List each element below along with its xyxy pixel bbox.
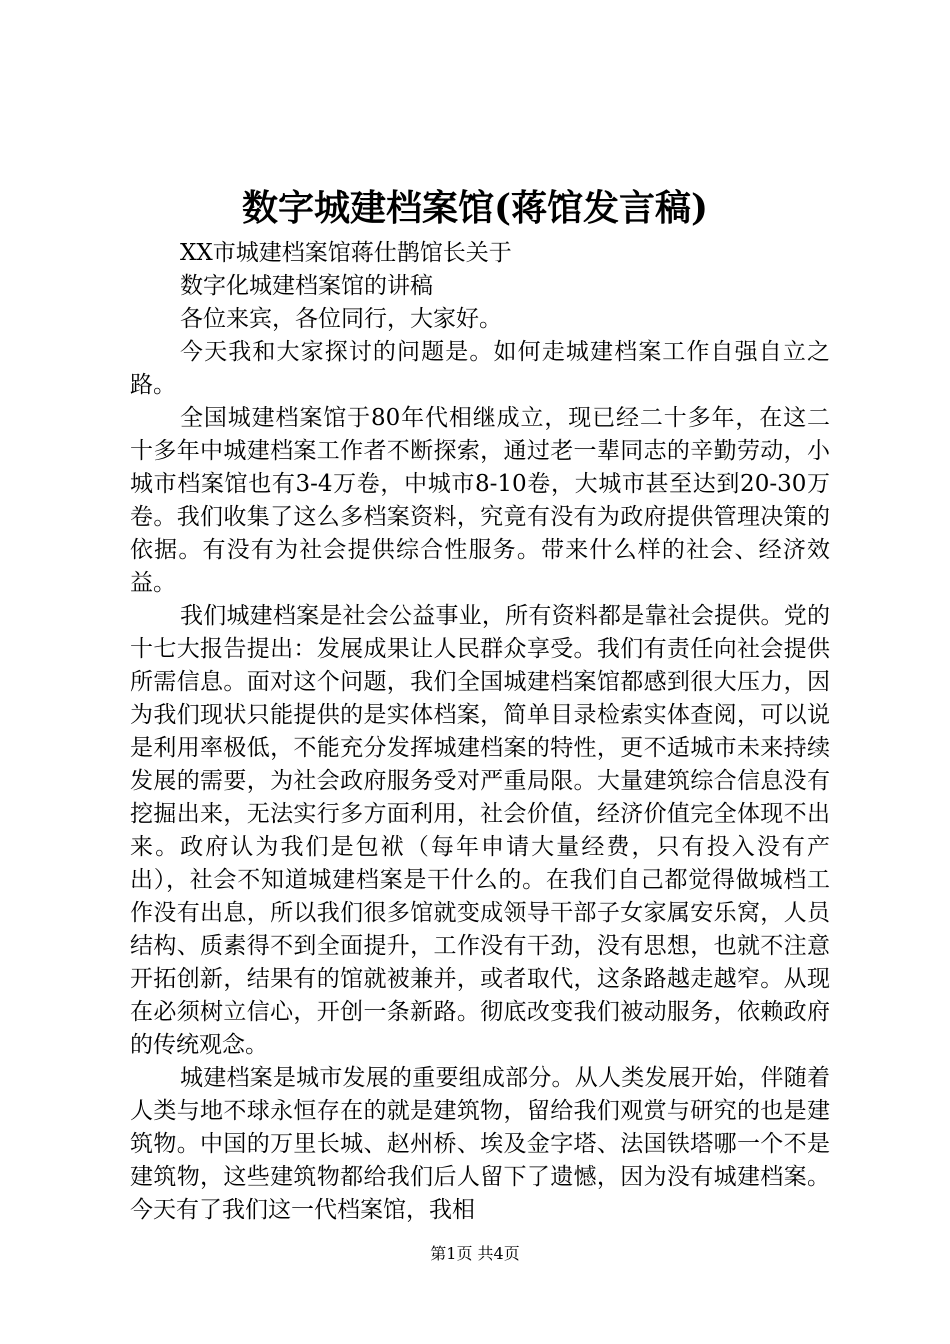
paragraph: XX市城建档案馆蒋仕鹊馆长关于	[180, 240, 512, 266]
paragraph: 全国城建档案馆于80年代相继成立，现已经二十多年，在这二十多年中城建档案工作者不断探索，通过老一辈同志的辛勤劳动，小城市档案馆也有3-4万卷，中城市8-10卷，大城市甚至达到20-30万卷。我们收集了这么多档案资料，究竟有没有为政府提供管理决策的依据。有没有为社会提供综合性服务。带来什么样的社会、经济效益。	[130, 405, 830, 596]
paragraph: 今天我和大家探讨的问题是。如何走城建档案工作自强自立之路。	[130, 339, 830, 398]
paragraph: 数字化城建档案馆的讲稿	[180, 273, 433, 299]
paragraph: 各位来宾，各位同行，大家好。	[180, 306, 502, 332]
document-title: 数字城建档案馆(蒋馆发言稿)	[241, 187, 709, 229]
paragraph: 我们城建档案是社会公益事业，所有资料都是靠社会提供。党的十七大报告提出：发展成果让人民群众享受。我们有责任向社会提供所需信息。面对这个问题，我们全国城建档案馆都感到很大压力，因为我们现状只能提供的是实体档案，简单目录检索实体查阅，可以说是利用率极低，不能充分发挥城建档案的特性，更不适城市未来持续发展的需要，为社会政府服务受对严重局限。大量建筑综合信息没有挖掘出来，无法实行多方面利用，社会价值，经济价值完全体现不出来。政府认为我们是包袱（每年申请大量经费，只有投入没有产出），社会不知道城建档案是干什么的。在我们自己都觉得做城档工作没有出息，所以我们很多馆就变成领导干部子女家属安乐窝，人员结构、质素得不到全面提升，工作没有干劲，没有思想，也就不注意开拓创新，结果有的馆就被兼并，或者取代，这条路越走越窄。从现在必须树立信心，开创一条新路。彻底改变我们被动服务，依赖政府的传统观念。	[130, 603, 830, 1058]
paragraph: 城建档案是城市发展的重要组成部分。从人类发展开始，伴随着人类与地不球永恒存在的就是建筑物，留给我们观赏与研究的也是建筑物。中国的万里长城、赵州桥、埃及金字塔、法国铁塔哪一个不是建筑物，这些建筑物都给我们后人留下了遗憾，因为没有城建档案。今天有了我们这一代档案馆，我相	[130, 1065, 830, 1223]
document-body	[130, 237, 830, 1227]
page-number-footer: 第1页 共4页	[430, 1244, 520, 1263]
